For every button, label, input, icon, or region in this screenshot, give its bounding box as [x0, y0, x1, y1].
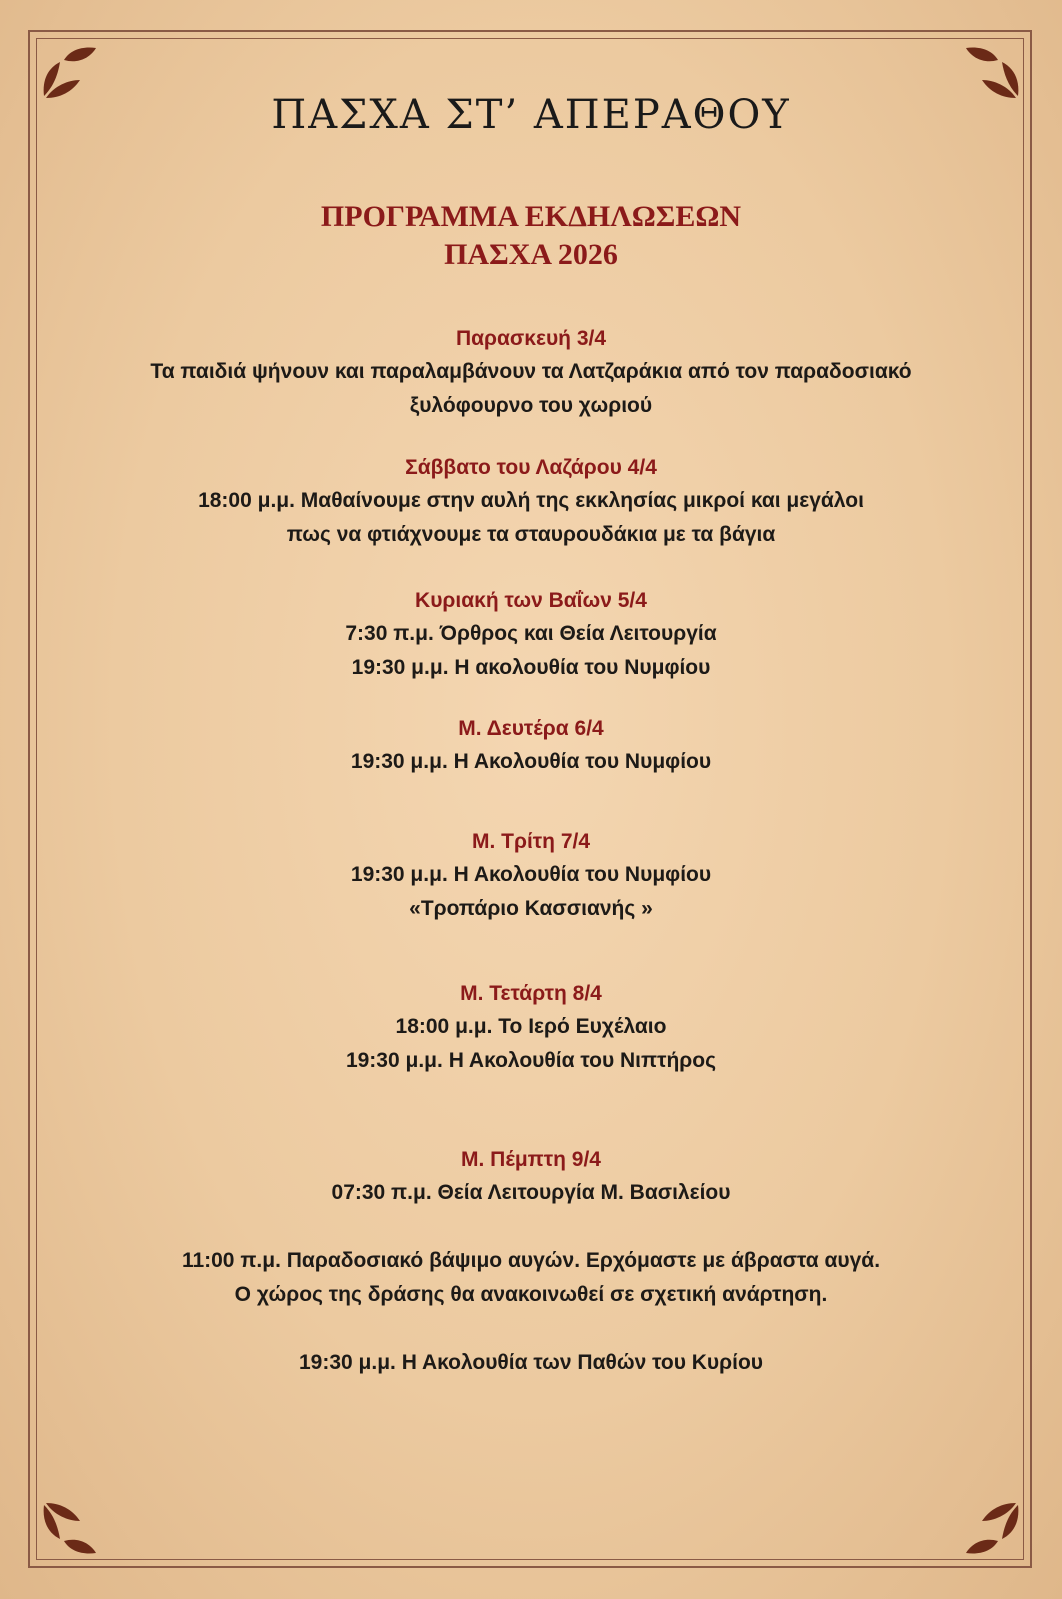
day-heading: Παρασκευή 3/4 [455, 327, 607, 350]
corner-leaf-ornament-icon [960, 1497, 1024, 1561]
event-line: 07:30 π.μ. Θεία Λειτουργία Μ. Βασιλείου [331, 1181, 731, 1204]
program-year-heading: ΠΑΣΧΑ 2026 [444, 238, 618, 271]
event-line: «Τροπάριο Κασσιανής » [409, 897, 653, 920]
spacer [0, 1210, 1062, 1244]
day-heading: Κυριακή των Βαΐων 5/4 [415, 589, 647, 612]
day-heading: Σάββατο του Λαζάρου 4/4 [405, 456, 657, 479]
program-heading: ΠΡΟΓΡΑΜΜΑ ΕΚΔΗΛΩΣΕΩΝ [320, 200, 742, 233]
schedule-day-block [0, 451, 1062, 552]
day-heading: Μ. Πέμπτη 9/4 [461, 1148, 601, 1171]
schedule-day-block [0, 584, 1062, 685]
schedule-day-block [0, 712, 1062, 779]
event-line: Τα παιδιά ψήνουν και παραλαμβάνουν τα Λατζαράκια από τον παραδοσιακό [150, 360, 912, 383]
spacer [0, 1312, 1062, 1346]
event-line: 18:00 μ.μ. Το Ιερό Ευχέλαιο [395, 1015, 667, 1038]
event-line: 19:30 μ.μ. Η Ακολουθία του Νυμφίου [350, 750, 712, 773]
event-line: 18:00 μ.μ. Μαθαίνουμε στην αυλή της εκκλησίας μικροί και μεγάλοι [198, 489, 864, 512]
schedule-day-block [0, 1143, 1062, 1380]
event-line: 11:00 π.μ. Παραδοσιακό βάψιμο αυγών. Ερχόμαστε με άβραστα αυγά. [181, 1249, 881, 1272]
day-heading: Μ. Δευτέρα 6/4 [458, 717, 604, 740]
event-line: ξυλόφουρνο του χωριού [409, 394, 653, 417]
event-line: 19:30 μ.μ. Η Ακολουθία του Νιπτήρος [345, 1049, 717, 1072]
schedule-day-block [0, 825, 1062, 926]
event-line: 19:30 μ.μ. Η ακολουθία του Νυμφίου [351, 656, 711, 679]
corner-leaf-ornament-icon [38, 1497, 102, 1561]
event-line: 19:30 μ.μ. Η Ακολουθία του Νυμφίου [350, 863, 712, 886]
event-line: Ο χώρος της δράσης θα ανακοινωθεί σε σχετική ανάρτηση. [234, 1283, 828, 1306]
schedule-day-block [0, 977, 1062, 1078]
day-heading: Μ. Τετάρτη 8/4 [460, 982, 602, 1005]
event-line: 7:30 π.μ. Όρθρος και Θεία Λειτουργία [345, 622, 717, 645]
page-title: ΠΑΣΧΑ ΣΤ’ ΑΠΕΡΑΘΟΥ [271, 92, 791, 138]
schedule-day-block [0, 322, 1062, 423]
event-line: πως να φτιάχνουμε τα σταυρουδάκια με τα βάγια [286, 523, 776, 546]
event-line: 19:30 μ.μ. Η Ακολουθία των Παθών του Κυρίου [298, 1351, 764, 1374]
day-heading: Μ. Τρίτη 7/4 [471, 830, 591, 853]
